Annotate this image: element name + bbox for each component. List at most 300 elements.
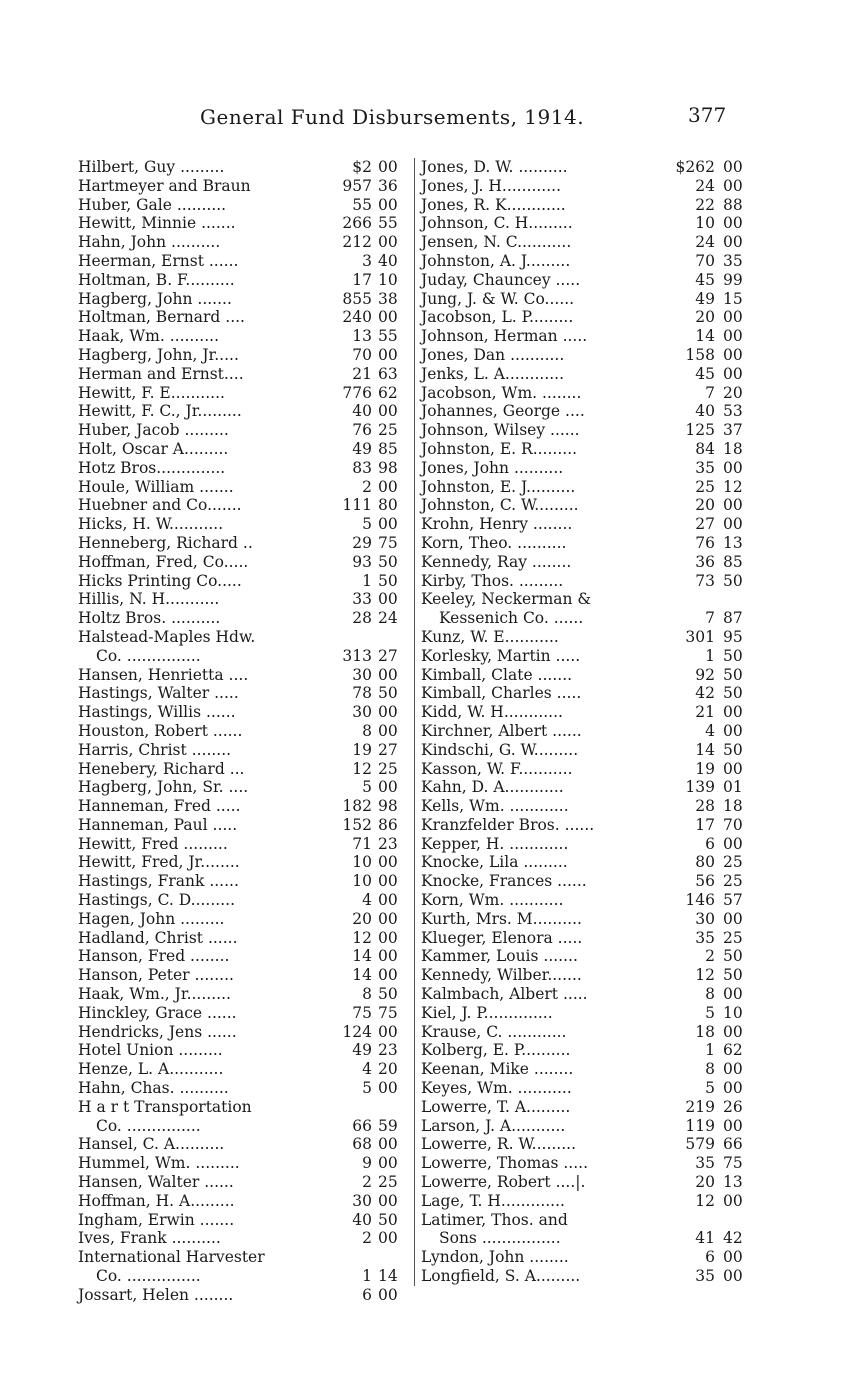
amount-cents: 36 xyxy=(378,176,398,195)
payee-name: Hagen, John ......... xyxy=(78,909,225,928)
payee-name: Hastings, Walter ..... xyxy=(78,684,239,703)
payee-name: Kammer, Louis ....... xyxy=(421,947,578,966)
table-row xyxy=(74,365,406,384)
amount-dollars: 24 xyxy=(695,176,715,195)
payee-name: Holtman, B. F.......... xyxy=(78,270,235,289)
right-column xyxy=(414,158,757,1286)
payee-name: Johnson, Herman ..... xyxy=(421,327,588,346)
page-header xyxy=(0,103,867,133)
table-row xyxy=(74,1154,406,1173)
amount-dollars: 19 xyxy=(352,740,372,759)
payee-name: Lyndon, John ........ xyxy=(421,1248,569,1267)
payee-name: Kennedy, Wilber....... xyxy=(421,966,582,985)
table-row xyxy=(417,1267,757,1286)
payee-name: Jones, D. W. .......... xyxy=(421,158,568,176)
amount-dollars: 20 xyxy=(695,308,715,327)
amount-cents: 88 xyxy=(723,195,743,214)
payee-name: Kurth, Mrs. M.......... xyxy=(421,909,582,928)
payee-name: Holt, Oscar A......... xyxy=(78,439,229,458)
payee-name: Kidd, W. H............ xyxy=(421,703,563,722)
amount-cents: 00 xyxy=(723,364,743,383)
payee-name: Kiel, J. P.............. xyxy=(421,1003,553,1022)
payee-name: Krause, C. ............ xyxy=(421,1022,567,1041)
payee-name: Hanneman, Paul ..... xyxy=(78,815,238,834)
amount-cents: 55 xyxy=(378,327,398,346)
table-row xyxy=(417,778,757,797)
amount-cents: 00 xyxy=(723,909,743,928)
amount-cents: 23 xyxy=(378,1041,398,1060)
payee-name: Hotel Union ......... xyxy=(78,1041,223,1060)
amount-dollars: 182 xyxy=(342,797,372,816)
table-row xyxy=(74,402,406,421)
amount-cents: 50 xyxy=(723,646,743,665)
amount-cents: 00 xyxy=(723,158,743,176)
table-row xyxy=(74,346,406,365)
table-row xyxy=(74,384,406,403)
amount-dollars: 12 xyxy=(352,759,372,778)
amount-dollars: 40 xyxy=(352,1210,372,1229)
table-row xyxy=(74,1117,406,1136)
amount-cents: 85 xyxy=(378,439,398,458)
payee-name: Huber, Jacob ......... xyxy=(78,421,229,440)
table-row xyxy=(74,421,406,440)
table-row xyxy=(417,835,757,854)
table-row xyxy=(417,402,757,421)
table-row xyxy=(417,1229,757,1248)
table-row xyxy=(74,572,406,591)
table-row xyxy=(417,1248,757,1267)
amount-dollars: 56 xyxy=(695,872,715,891)
table-row xyxy=(74,1060,406,1079)
amount-cents: 00 xyxy=(378,477,398,496)
amount-cents: 10 xyxy=(723,1003,743,1022)
amount-dollars: 13 xyxy=(352,327,372,346)
table-row xyxy=(417,196,757,215)
amount-cents: 00 xyxy=(723,1079,743,1098)
table-row xyxy=(74,158,406,177)
amount-cents: 00 xyxy=(378,402,398,421)
table-row xyxy=(417,929,757,948)
amount-cents: 00 xyxy=(378,1229,398,1248)
table-row xyxy=(417,722,757,741)
amount-cents: 25 xyxy=(378,421,398,440)
amount-dollars: 5 xyxy=(705,1003,715,1022)
table-row xyxy=(74,1192,406,1211)
amount-cents: 25 xyxy=(378,1173,398,1192)
amount-dollars: 55 xyxy=(352,195,372,214)
amount-dollars: 219 xyxy=(685,1097,715,1116)
table-row xyxy=(417,365,757,384)
payee-name: Hansen, Henrietta .... xyxy=(78,665,249,684)
payee-name: Co. ............... xyxy=(96,1267,201,1286)
payee-name: Kasson, W. F........... xyxy=(421,759,573,778)
amount-cents: 20 xyxy=(723,383,743,402)
payee-name: Knocke, Frances ...... xyxy=(421,872,587,891)
payee-name: Hastings, C. D......... xyxy=(78,891,235,910)
table-row xyxy=(417,647,757,666)
amount-dollars: 12 xyxy=(695,966,715,985)
payee-name: Kimball, Charles ..... xyxy=(421,684,582,703)
amount-dollars: 35 xyxy=(695,928,715,947)
table-row xyxy=(74,271,406,290)
payee-name: Jacobson, L. P......... xyxy=(421,308,574,327)
amount-dollars: 776 xyxy=(342,383,372,402)
table-row xyxy=(74,1079,406,1098)
amount-dollars: 30 xyxy=(695,909,715,928)
amount-cents: 00 xyxy=(723,1022,743,1041)
amount-dollars: 111 xyxy=(342,496,372,515)
amount-dollars: 14 xyxy=(352,947,372,966)
amount-cents: 00 xyxy=(378,1079,398,1098)
amount-dollars: 30 xyxy=(352,703,372,722)
payee-name: Co. ............... xyxy=(96,1116,201,1135)
amount-dollars: 35 xyxy=(695,1154,715,1173)
amount-dollars: 25 xyxy=(695,477,715,496)
table-row xyxy=(417,666,757,685)
payee-name: Sons ................ xyxy=(439,1229,561,1248)
amount-dollars: 29 xyxy=(352,533,372,552)
table-row xyxy=(417,515,757,534)
amount-cents: 38 xyxy=(378,289,398,308)
payee-name: International Harvester xyxy=(78,1248,265,1267)
amount-dollars: 4 xyxy=(362,1060,372,1079)
amount-cents: 25 xyxy=(378,759,398,778)
amount-dollars: 8 xyxy=(362,721,372,740)
payee-name: Johnson, C. H......... xyxy=(421,214,573,233)
amount-cents: 00 xyxy=(723,308,743,327)
table-row xyxy=(417,590,757,609)
payee-name: Henze, L. A........... xyxy=(78,1060,224,1079)
amount-cents: 00 xyxy=(378,1154,398,1173)
amount-dollars: 6 xyxy=(705,1248,715,1267)
amount-dollars: 35 xyxy=(695,1267,715,1286)
table-row xyxy=(417,496,757,515)
amount-cents: 75 xyxy=(378,533,398,552)
table-row xyxy=(74,1286,406,1305)
amount-dollars: 17 xyxy=(352,270,372,289)
amount-dollars: 4 xyxy=(705,721,715,740)
amount-cents: 42 xyxy=(723,1229,743,1248)
amount-cents: 75 xyxy=(723,1154,743,1173)
amount-cents: 20 xyxy=(378,1060,398,1079)
table-row xyxy=(74,1248,406,1267)
payee-name: Johannes, George .... xyxy=(421,402,585,421)
table-row xyxy=(417,703,757,722)
amount-cents: 00 xyxy=(378,872,398,891)
payee-name: Johnston, E. J.......... xyxy=(421,477,576,496)
amount-dollars: 152 xyxy=(342,815,372,834)
amount-cents: 00 xyxy=(723,759,743,778)
payee-name: Hansen, Walter ...... xyxy=(78,1173,234,1192)
amount-cents: 00 xyxy=(378,1191,398,1210)
table-row xyxy=(417,966,757,985)
amount-cents: 62 xyxy=(378,383,398,402)
payee-name: Latimer, Thos. and xyxy=(421,1210,568,1229)
table-row xyxy=(74,1023,406,1042)
payee-name: Houle, William ....... xyxy=(78,477,234,496)
payee-name: Hagberg, John ....... xyxy=(78,289,232,308)
amount-cents: 25 xyxy=(723,928,743,947)
amount-dollars: 20 xyxy=(352,909,372,928)
table-row xyxy=(74,609,406,628)
payee-name: Klueger, Elenora ..... xyxy=(421,928,583,947)
amount-cents: 00 xyxy=(378,515,398,534)
amount-dollars: 41 xyxy=(695,1229,715,1248)
amount-cents: 00 xyxy=(723,214,743,233)
amount-cents: 00 xyxy=(378,345,398,364)
amount-cents: 55 xyxy=(378,214,398,233)
table-row xyxy=(74,214,406,233)
table-row xyxy=(74,835,406,854)
table-row xyxy=(74,647,406,666)
amount-dollars: 8 xyxy=(705,985,715,1004)
table-row xyxy=(417,741,757,760)
amount-cents: 01 xyxy=(723,778,743,797)
payee-name: Haak, Wm., Jr......... xyxy=(78,985,231,1004)
amount-dollars: 49 xyxy=(352,439,372,458)
amount-dollars: 1 xyxy=(362,571,372,590)
amount-dollars: 73 xyxy=(695,571,715,590)
table-row xyxy=(417,421,757,440)
amount-dollars: 93 xyxy=(352,552,372,571)
payee-name: Krohn, Henry ........ xyxy=(421,515,573,534)
amount-cents: 27 xyxy=(378,740,398,759)
payee-name: Huber, Gale .......... xyxy=(78,195,227,214)
amount-cents: 18 xyxy=(723,439,743,458)
payee-name: Lowerre, R. W......... xyxy=(421,1135,576,1154)
table-row xyxy=(74,703,406,722)
payee-name: Kennedy, Ray ........ xyxy=(421,552,572,571)
payee-name: H a r t Transportation xyxy=(78,1097,252,1116)
table-row xyxy=(74,1173,406,1192)
amount-dollars: 5 xyxy=(705,1079,715,1098)
table-row xyxy=(417,891,757,910)
amount-cents: 00 xyxy=(723,233,743,252)
table-row xyxy=(74,778,406,797)
table-row xyxy=(74,440,406,459)
amount-cents: 18 xyxy=(723,797,743,816)
payee-name: Jenks, L. A............ xyxy=(421,364,565,383)
payee-name: Houston, Robert ...... xyxy=(78,721,243,740)
amount-cents: 75 xyxy=(378,1003,398,1022)
amount-dollars: 24 xyxy=(695,233,715,252)
payee-name: Kessenich Co. ...... xyxy=(439,609,584,628)
payee-name: Kindschi, G. W......... xyxy=(421,740,579,759)
amount-dollars: 5 xyxy=(362,515,372,534)
table-row xyxy=(417,384,757,403)
payee-name: Hanneman, Fred ..... xyxy=(78,797,241,816)
payee-name: Juday, Chauncey ..... xyxy=(421,270,581,289)
amount-cents: 00 xyxy=(378,1285,398,1304)
amount-dollars: $2 xyxy=(352,158,372,176)
payee-name: Jung, J. & W. Co...... xyxy=(421,289,575,308)
amount-cents: 00 xyxy=(723,176,743,195)
amount-cents: 00 xyxy=(723,985,743,1004)
amount-dollars: 75 xyxy=(352,1003,372,1022)
table-row xyxy=(417,1023,757,1042)
table-row xyxy=(417,985,757,1004)
amount-cents: 00 xyxy=(378,909,398,928)
amount-cents: 00 xyxy=(723,345,743,364)
amount-cents: 00 xyxy=(378,195,398,214)
payee-name: Hoffman, Fred, Co..... xyxy=(78,552,249,571)
amount-dollars: 80 xyxy=(695,853,715,872)
table-row xyxy=(74,797,406,816)
page-title: General Fund Disbursements, 1914. xyxy=(200,105,585,129)
amount-cents: 62 xyxy=(723,1041,743,1060)
amount-dollars: 12 xyxy=(352,928,372,947)
amount-cents: 00 xyxy=(378,891,398,910)
amount-cents: 50 xyxy=(723,571,743,590)
amount-dollars: 17 xyxy=(695,815,715,834)
payee-name: Harris, Christ ........ xyxy=(78,740,232,759)
payee-name: Kalmbach, Albert ..... xyxy=(421,985,588,1004)
amount-dollars: 579 xyxy=(685,1135,715,1154)
payee-name: Jossart, Helen ........ xyxy=(78,1285,234,1304)
payee-name: Lage, T. H............. xyxy=(421,1191,565,1210)
amount-dollars: 10 xyxy=(352,872,372,891)
payee-name: Hagberg, John, Jr..... xyxy=(78,345,239,364)
table-row xyxy=(417,177,757,196)
table-row xyxy=(74,590,406,609)
table-row xyxy=(417,872,757,891)
amount-dollars: 45 xyxy=(695,270,715,289)
amount-cents: 00 xyxy=(378,233,398,252)
amount-dollars: 146 xyxy=(685,891,715,910)
payee-name: Hansel, C. A.......... xyxy=(78,1135,225,1154)
amount-dollars: 5 xyxy=(362,778,372,797)
amount-cents: 50 xyxy=(723,966,743,985)
payee-name: Heerman, Ernst ...... xyxy=(78,251,239,270)
amount-cents: 00 xyxy=(378,665,398,684)
amount-cents: 13 xyxy=(723,533,743,552)
payee-name: Jones, John .......... xyxy=(421,458,564,477)
amount-cents: 00 xyxy=(723,1191,743,1210)
amount-cents: 86 xyxy=(378,815,398,834)
amount-dollars: 78 xyxy=(352,684,372,703)
payee-name: Haak, Wm. .......... xyxy=(78,327,219,346)
table-row xyxy=(417,1041,757,1060)
payee-name: Lowerre, Thomas ..... xyxy=(421,1154,589,1173)
payee-name: Keenan, Mike ........ xyxy=(421,1060,574,1079)
table-row xyxy=(74,290,406,309)
amount-dollars: 42 xyxy=(695,684,715,703)
payee-name: Hoffman, H. A......... xyxy=(78,1191,235,1210)
amount-dollars: 14 xyxy=(695,327,715,346)
amount-cents: 10 xyxy=(378,270,398,289)
table-row xyxy=(417,271,757,290)
table-row xyxy=(417,816,757,835)
payee-name: Kirchner, Albert ...... xyxy=(421,721,582,740)
table-row xyxy=(417,628,757,647)
amount-cents: 00 xyxy=(378,158,398,176)
amount-cents: 50 xyxy=(378,985,398,1004)
amount-dollars: 22 xyxy=(695,195,715,214)
amount-dollars: 8 xyxy=(705,1060,715,1079)
table-row xyxy=(74,929,406,948)
payee-name: Hadland, Christ ...... xyxy=(78,928,238,947)
table-row xyxy=(74,891,406,910)
table-row xyxy=(74,1041,406,1060)
payee-name: Hewitt, F. C., Jr......... xyxy=(78,402,242,421)
payee-name: Jacobson, Wm. ........ xyxy=(421,383,582,402)
amount-cents: 53 xyxy=(723,402,743,421)
amount-dollars: 4 xyxy=(362,891,372,910)
payee-name: Hillis, N. H........... xyxy=(78,590,220,609)
amount-dollars: 33 xyxy=(352,590,372,609)
table-row xyxy=(74,496,406,515)
amount-dollars: 1 xyxy=(705,646,715,665)
table-row xyxy=(417,158,757,177)
amount-dollars: 2 xyxy=(362,1229,372,1248)
table-row xyxy=(417,252,757,271)
amount-cents: 99 xyxy=(723,270,743,289)
table-row xyxy=(417,947,757,966)
payee-name: Hahn, John .......... xyxy=(78,233,221,252)
payee-name: Kimball, Clate ....... xyxy=(421,665,573,684)
table-row xyxy=(417,609,757,628)
amount-cents: 00 xyxy=(378,590,398,609)
payee-name: Hewitt, F. E........... xyxy=(78,383,225,402)
amount-dollars: 12 xyxy=(695,1191,715,1210)
amount-cents: 00 xyxy=(378,778,398,797)
table-row xyxy=(74,177,406,196)
amount-cents: 57 xyxy=(723,891,743,910)
amount-cents: 35 xyxy=(723,251,743,270)
payee-name: Hinckley, Grace ...... xyxy=(78,1003,237,1022)
table-row xyxy=(74,1135,406,1154)
amount-dollars: 2 xyxy=(362,1173,372,1192)
amount-cents: 70 xyxy=(723,815,743,834)
amount-dollars: 240 xyxy=(342,308,372,327)
payee-name: Johnson, Wilsey ...... xyxy=(421,421,580,440)
table-row xyxy=(74,947,406,966)
left-column xyxy=(74,158,406,1305)
payee-name: Keeley, Neckerman & xyxy=(421,590,592,609)
payee-name: Knocke, Lila ......... xyxy=(421,853,568,872)
table-row xyxy=(74,308,406,327)
payee-name: Jones, Dan ........... xyxy=(421,345,565,364)
amount-dollars: 28 xyxy=(695,797,715,816)
payee-name: Halstead-Maples Hdw. xyxy=(78,627,256,646)
table-row xyxy=(417,1098,757,1117)
table-row xyxy=(74,684,406,703)
amount-cents: 00 xyxy=(378,721,398,740)
payee-name: Huebner and Co....... xyxy=(78,496,242,515)
amount-cents: 00 xyxy=(378,308,398,327)
payee-name: Hendricks, Jens ...... xyxy=(78,1022,237,1041)
table-row xyxy=(417,346,757,365)
table-row xyxy=(417,853,757,872)
amount-cents: 15 xyxy=(723,289,743,308)
table-row xyxy=(417,910,757,929)
payee-name: Hotz Bros.............. xyxy=(78,458,226,477)
table-row xyxy=(417,553,757,572)
payee-name: Kells, Wm. ............ xyxy=(421,797,569,816)
amount-cents: 40 xyxy=(378,251,398,270)
table-row xyxy=(74,853,406,872)
table-row xyxy=(417,1117,757,1136)
amount-cents: 66 xyxy=(723,1135,743,1154)
table-row xyxy=(74,816,406,835)
amount-dollars: 1 xyxy=(705,1041,715,1060)
table-row xyxy=(74,515,406,534)
payee-name: Hahn, Chas. .......... xyxy=(78,1079,229,1098)
payee-name: Johnston, C. W......... xyxy=(421,496,579,515)
table-row xyxy=(74,327,406,346)
amount-cents: 50 xyxy=(723,947,743,966)
table-row xyxy=(74,1267,406,1286)
